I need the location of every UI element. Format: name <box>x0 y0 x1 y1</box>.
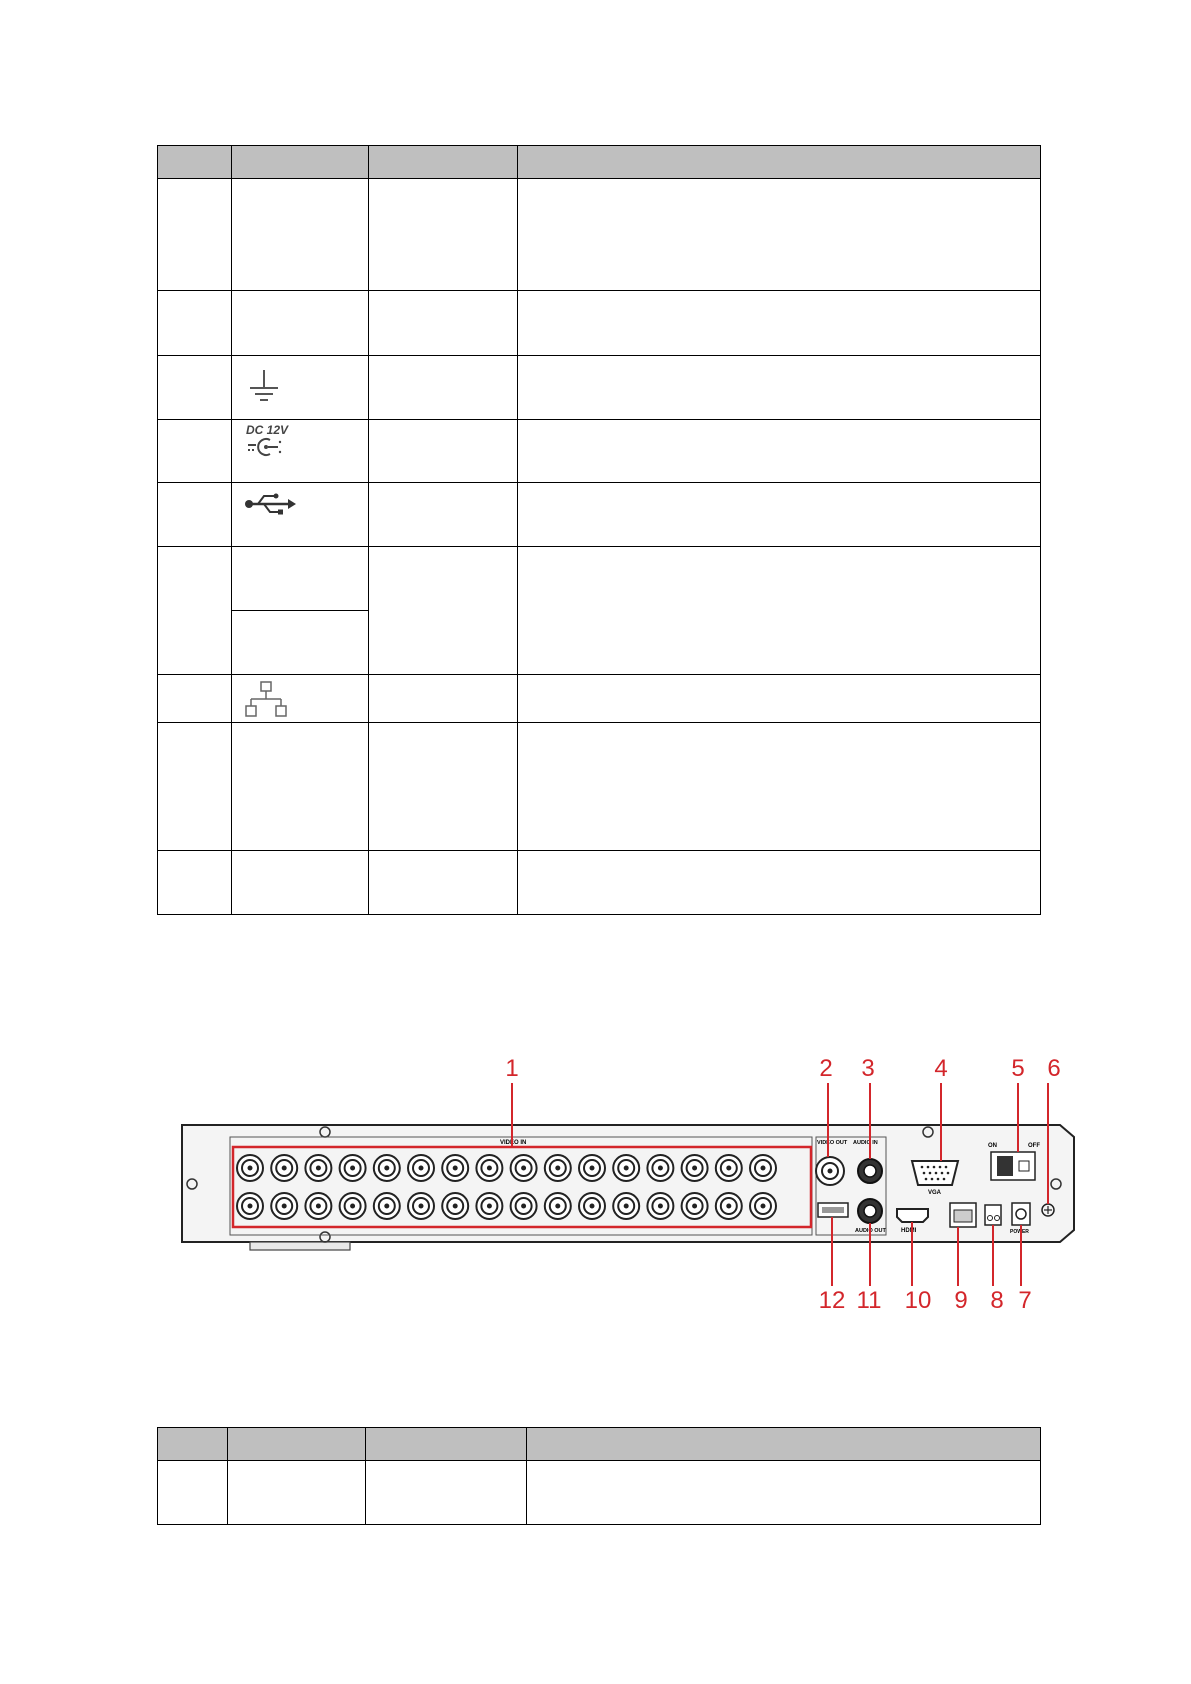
ground-icon <box>244 366 284 408</box>
table-row <box>158 483 1041 547</box>
cell-name <box>369 179 518 291</box>
callout-8: 8 <box>990 1287 1004 1314</box>
cell-description <box>518 547 1041 675</box>
rear-panel-figure <box>170 1055 1090 1330</box>
cell-name <box>369 420 518 483</box>
video-in-bnc-pin <box>726 1204 731 1209</box>
cell-index <box>158 1461 228 1525</box>
video-in-bnc-pin <box>761 1166 766 1171</box>
table-row <box>158 547 1041 611</box>
header-description <box>518 146 1041 179</box>
cell-port <box>232 356 369 420</box>
cell-index <box>158 851 232 915</box>
cell-description <box>518 179 1041 291</box>
cell-port <box>232 851 369 915</box>
video-in-bnc-pin <box>658 1204 663 1209</box>
video-in-bnc-pin <box>282 1166 287 1171</box>
video-in-bnc-pin <box>692 1204 697 1209</box>
video-in-bnc-pin <box>419 1166 424 1171</box>
dc-label: DC 12V <box>246 423 289 437</box>
on-label: ON <box>988 1143 997 1149</box>
table-row <box>158 179 1041 291</box>
vga-label: VGA <box>928 1190 942 1196</box>
cell-description <box>518 483 1041 547</box>
header-name <box>369 146 518 179</box>
header-description <box>527 1428 1041 1461</box>
callout-3: 3 <box>861 1055 875 1082</box>
cell-port <box>232 291 369 356</box>
ports-table-2 <box>157 1427 1041 1525</box>
video-in-bnc-pin <box>350 1204 355 1209</box>
header-index <box>158 146 232 179</box>
rs485-terminal <box>985 1205 1001 1225</box>
video-in-bnc-pin <box>350 1166 355 1171</box>
cell-index <box>158 547 232 675</box>
table-row <box>158 1461 1041 1525</box>
table-header <box>158 146 1041 179</box>
callout-6: 6 <box>1047 1055 1061 1082</box>
video-in-bnc-pin <box>453 1204 458 1209</box>
video-in-bnc-pin <box>248 1166 253 1171</box>
callout-11: 11 <box>856 1287 882 1314</box>
video-in-bnc-pin <box>590 1204 595 1209</box>
cell-port <box>228 1461 366 1525</box>
cell-name <box>369 851 518 915</box>
ports-table <box>157 145 1041 915</box>
video-in-bnc-pin <box>521 1166 526 1171</box>
video-in-bnc-pin <box>384 1204 389 1209</box>
video-in-bnc-pin <box>316 1204 321 1209</box>
callout-2: 2 <box>819 1055 833 1082</box>
table-header <box>158 1428 1041 1461</box>
cell-name <box>369 356 518 420</box>
video-in-bnc-pin <box>624 1166 629 1171</box>
header-port <box>228 1428 366 1461</box>
table-row <box>158 851 1041 915</box>
cell-index <box>158 483 232 547</box>
off-label: OFF <box>1028 1143 1040 1149</box>
header-index <box>158 1428 228 1461</box>
video-in-bnc-pin <box>453 1166 458 1171</box>
cell-port <box>232 420 369 483</box>
table-row <box>158 675 1041 723</box>
cell-description <box>518 420 1041 483</box>
cell-index <box>158 291 232 356</box>
cell-description <box>518 291 1041 356</box>
hdmi-port <box>897 1209 928 1222</box>
power-label: POWER <box>1010 1229 1029 1235</box>
callout-9: 9 <box>954 1287 968 1314</box>
video-in-bnc-pin <box>521 1204 526 1209</box>
audio-out-label: AUDIO OUT <box>855 1228 886 1234</box>
video-in-bnc-pin <box>487 1166 492 1171</box>
video-in-bnc-pin <box>384 1166 389 1171</box>
usb-icon <box>244 491 298 517</box>
cell-index <box>158 356 232 420</box>
cell-name <box>369 483 518 547</box>
header-name <box>366 1428 527 1461</box>
cell-port <box>232 547 369 611</box>
network-icon <box>244 681 290 719</box>
video-in-bnc-pin <box>658 1166 663 1171</box>
cell-name <box>369 723 518 851</box>
cell-name <box>369 291 518 356</box>
dc-power-icon <box>244 422 304 458</box>
video-in-bnc-pin <box>590 1166 595 1171</box>
table-row <box>158 723 1041 851</box>
cell-description <box>518 851 1041 915</box>
cell-description <box>518 356 1041 420</box>
header-port <box>232 146 369 179</box>
callout-5: 5 <box>1011 1055 1025 1082</box>
cell-index <box>158 420 232 483</box>
cell-port <box>232 723 369 851</box>
cell-index <box>158 675 232 723</box>
table-row <box>158 356 1041 420</box>
cell-port <box>232 179 369 291</box>
video-in-bnc-pin <box>555 1166 560 1171</box>
video-in-bnc-pin <box>316 1166 321 1171</box>
cell-index <box>158 723 232 851</box>
video-out-label: VIDEO OUT <box>817 1140 848 1146</box>
video-in-bnc-pin <box>487 1204 492 1209</box>
cell-description <box>518 723 1041 851</box>
video-in-bnc-pin <box>248 1204 253 1209</box>
hdmi-label: HDMI <box>901 1228 917 1234</box>
cell-port <box>232 675 369 723</box>
video-in-bnc-pin <box>761 1204 766 1209</box>
cell-description <box>527 1461 1041 1525</box>
callout-1: 1 <box>505 1055 519 1082</box>
video-in-bnc-pin <box>282 1204 287 1209</box>
cell-name <box>369 547 518 675</box>
audio-in-label: AUDIO IN <box>853 1140 878 1146</box>
dc-power-jack <box>1012 1203 1030 1225</box>
foot <box>250 1242 350 1250</box>
cell-name <box>366 1461 527 1525</box>
cell-name <box>369 675 518 723</box>
dvr-rear-panel <box>170 1055 1090 1330</box>
video-in-bnc-pin <box>692 1166 697 1171</box>
callout-4: 4 <box>934 1055 948 1082</box>
callout-12: 12 <box>818 1287 846 1314</box>
video-in-bnc-pin <box>555 1204 560 1209</box>
cell-port <box>232 483 369 547</box>
callout-10: 10 <box>904 1287 932 1314</box>
video-in-bnc-pin <box>419 1204 424 1209</box>
callout-7: 7 <box>1018 1287 1032 1314</box>
video-in-bnc-pin <box>624 1204 629 1209</box>
video-in-label: VIDEO IN <box>500 1140 527 1146</box>
cell-description <box>518 675 1041 723</box>
cell-index <box>158 179 232 291</box>
table-row <box>158 420 1041 483</box>
cell-port <box>232 611 369 675</box>
video-in-bnc-pin <box>726 1166 731 1171</box>
table-row <box>158 291 1041 356</box>
